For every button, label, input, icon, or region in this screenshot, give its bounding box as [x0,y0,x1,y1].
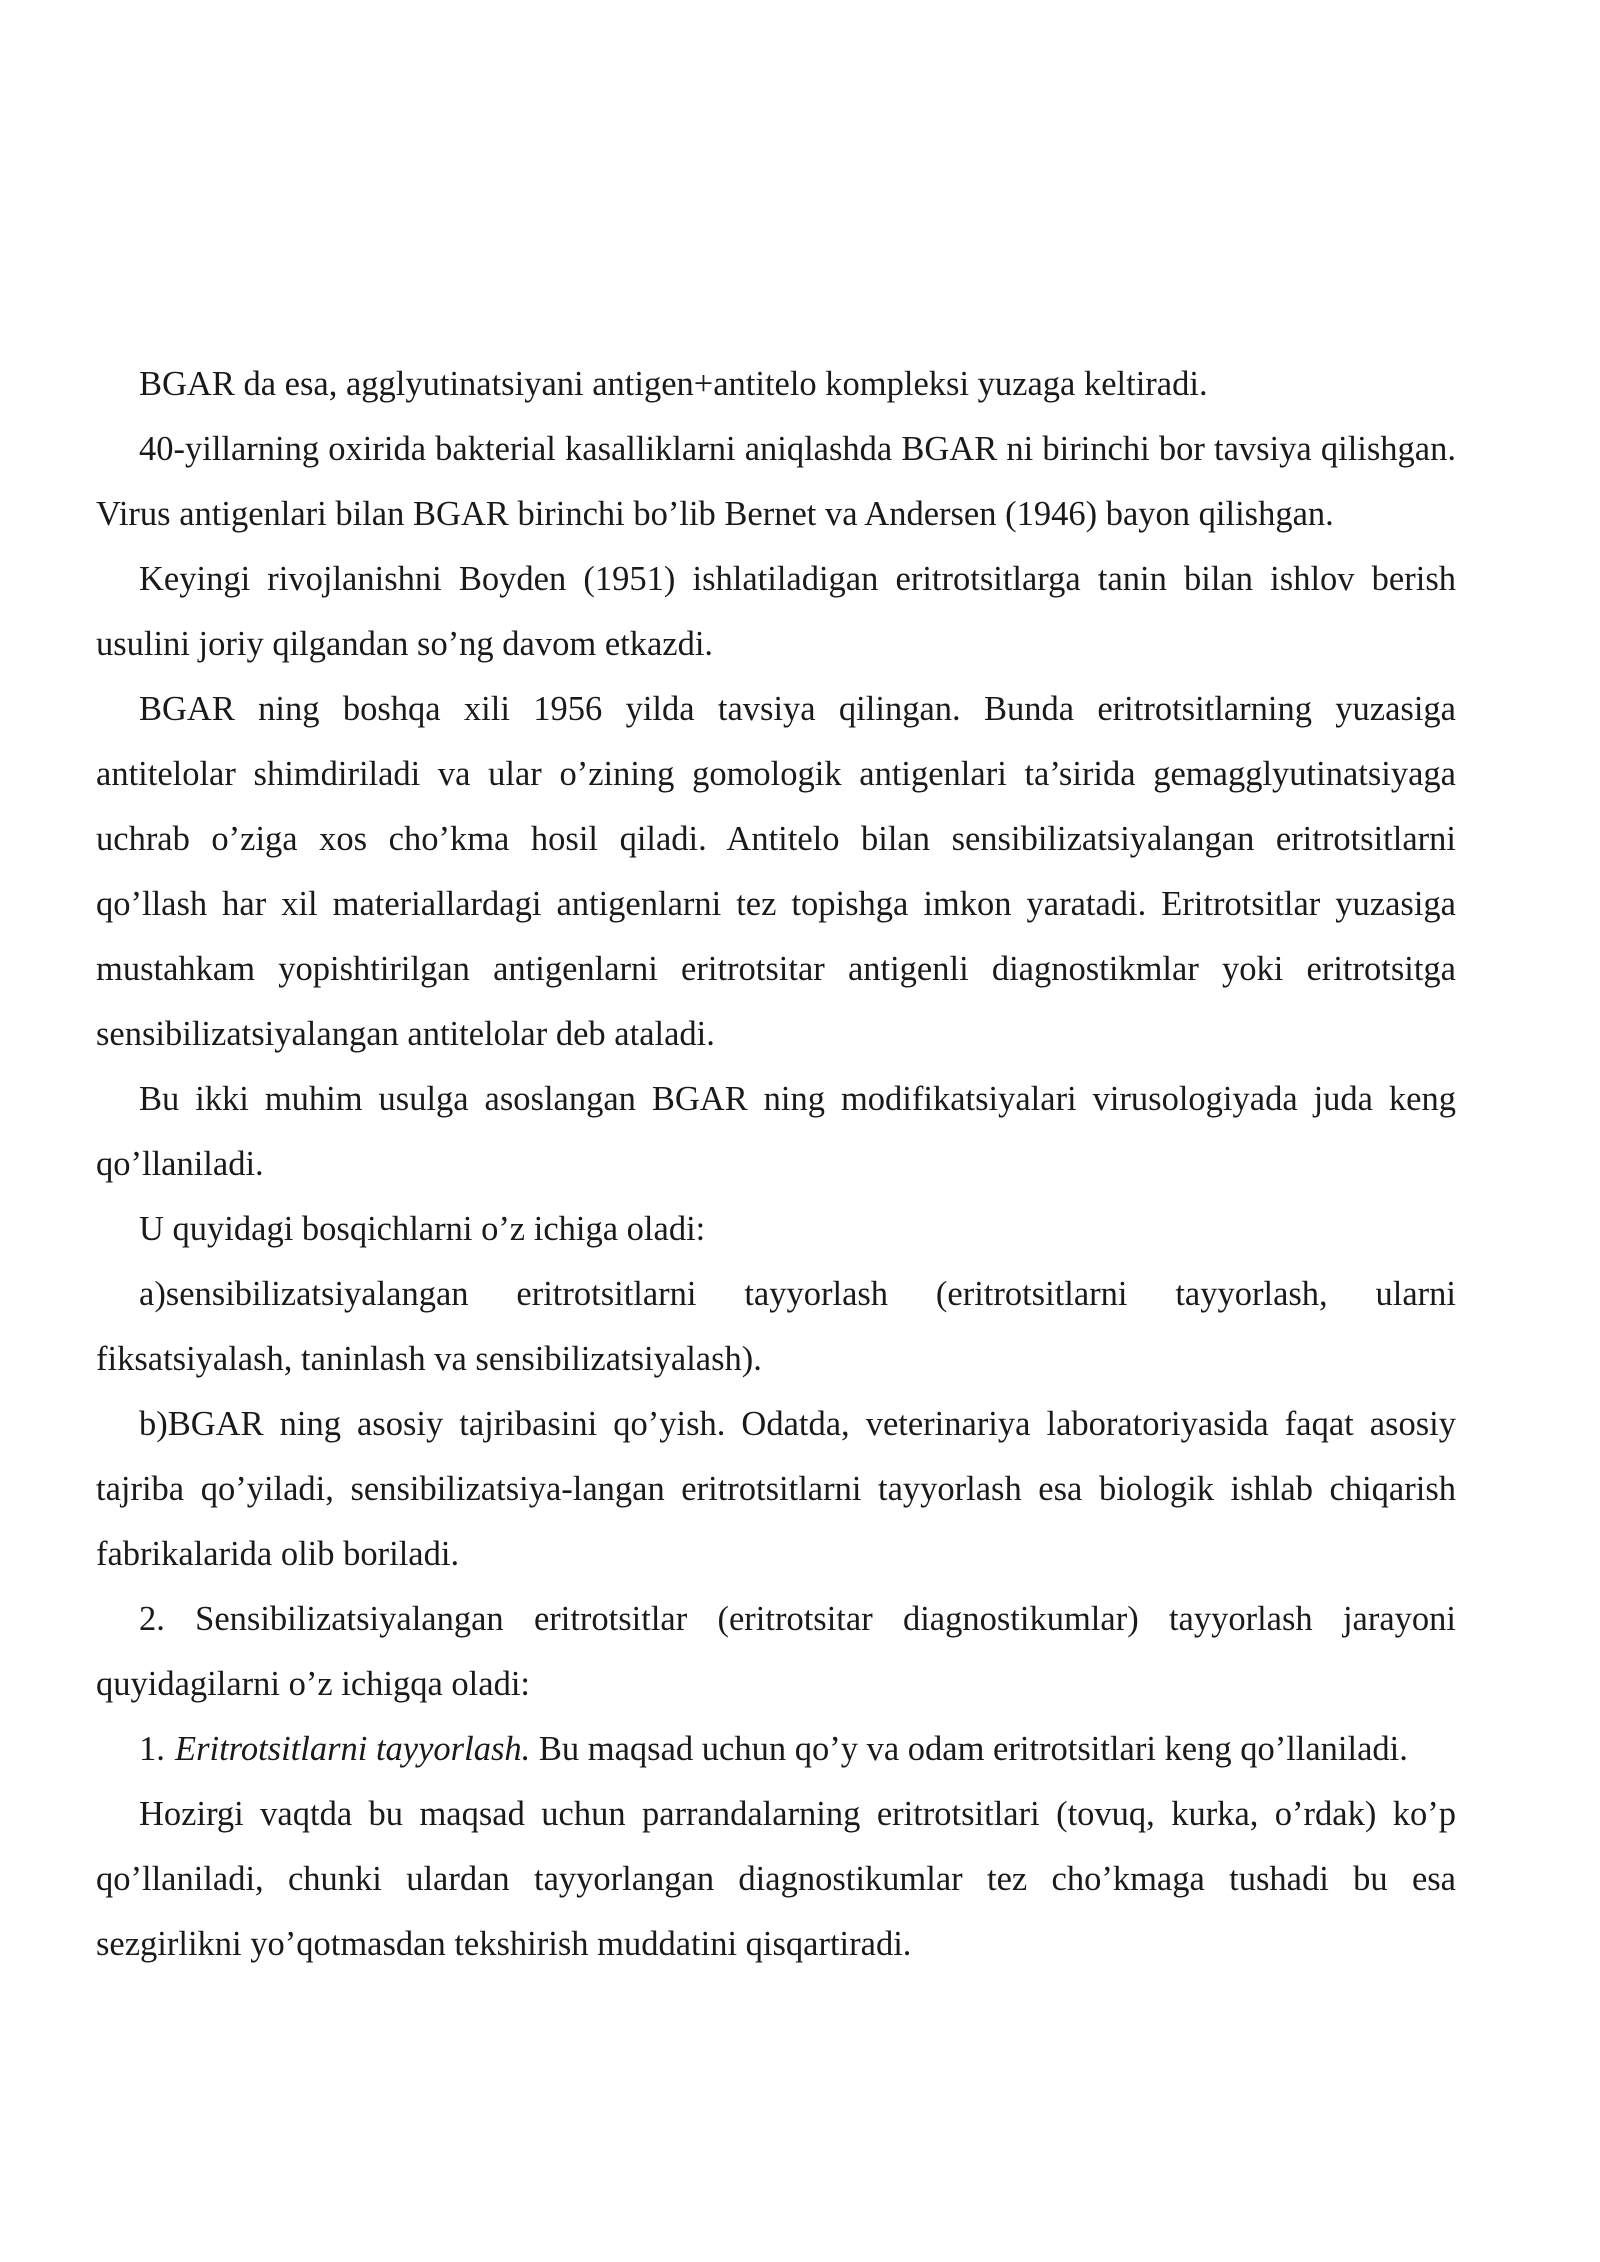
paragraph-4: BGAR ning boshqa xili 1956 yilda tavsiya qilingan. Bunda eritrotsitlarning yuzasiga antitelolar shimdiriladi va ular o’zining gomologik antigenlari ta’sirida gemagglyutinatsiyaga uchrab o’ziga xos cho’kma hosil qiladi. Antitelo bilan sensibilizatsiyalangan eritrotsitlarni qo’llash har xil materiallardagi antigenlarni tez topishga imkon yaratadi. Eritrotsitlar yuzasiga mustahkam yopishtirilgan antigenlarni eritrotsitar antigenli diagnostikmlar yoki eritrotsitga sensibilizatsiyalangan antitelolar deb ataladi. [96,690,1456,1053]
paragraph-9: 2. Sensibilizatsiyalangan eritrotsitlar (eritrotsitar diagnostikumlar) tayyorlash jarayoni quyidagilarni o’z ichigqa oladi: [96,1600,1456,1703]
paragraph-6: U quyidagi bosqichlarni o’z ichiga oladi: [139,1210,706,1248]
document-body [96,352,1456,1977]
paragraph-2: 40-yillarning oxirida bakterial kasalliklarni aniqlashda BGAR ni birinchi bor tavsiya qilishgan. Virus antigenlari bilan BGAR birinchi bo’lib Bernet va Andersen (1946) bayon qilishgan. [96,430,1456,533]
paragraph-1: BGAR da esa, agglyutinatsiyani antigen+antitelo kompleksi yuzaga keltiradi. [139,365,1208,403]
list-item-italic-lead: Eritrotsitlarni tayyorlash. [175,1730,531,1768]
paragraph-5: Bu ikki muhim usulga asoslangan BGAR ning modifikatsiyalari virusologiyada juda keng qo’llaniladi. [96,1080,1456,1183]
paragraph-3: Keyingi rivojlanishni Boyden (1951) ishlatiladigan eritrotsitlarga tanin bilan ishlov berish usulini joriy qilgandan so’ng davom etkazdi. [96,560,1456,663]
list-item-number: 1. [139,1730,165,1768]
paragraph-7: a)sensibilizatsiyalangan eritrotsitlarni tayyorlash (eritrotsitlarni tayyorlash, ularni fiksatsiyalash, taninlash va sensibilizatsiyalash). [96,1275,1456,1378]
list-item-text: Bu maqsad uchun qo’y va odam eritrotsitlari keng qo’llaniladi. [530,1730,1408,1768]
paragraph-8: b)BGAR ning asosiy tajribasini qo’yish. Odatda, veterinariya laboratoriyasida faqat asosiy tajriba qo’yiladi, sensibilizatsiya-langan eritrotsitlarni tayyorlash esa biologik ishlab chiqarish fabrikalarida olib boriladi. [96,1405,1456,1573]
paragraph-final: Hozirgi vaqtda bu maqsad uchun parrandalarning eritrotsitlari (tovuq, kurka, o’rdak) ko’p qo’llaniladi, chunki ulardan tayyorlangan diagnostikumlar tez cho’kmaga tushadi bu esa sezgirlikni yo’qotmasdan tekshirish muddatini qisqartiradi. [96,1795,1456,1963]
numbered-list-item [96,1717,1456,1782]
